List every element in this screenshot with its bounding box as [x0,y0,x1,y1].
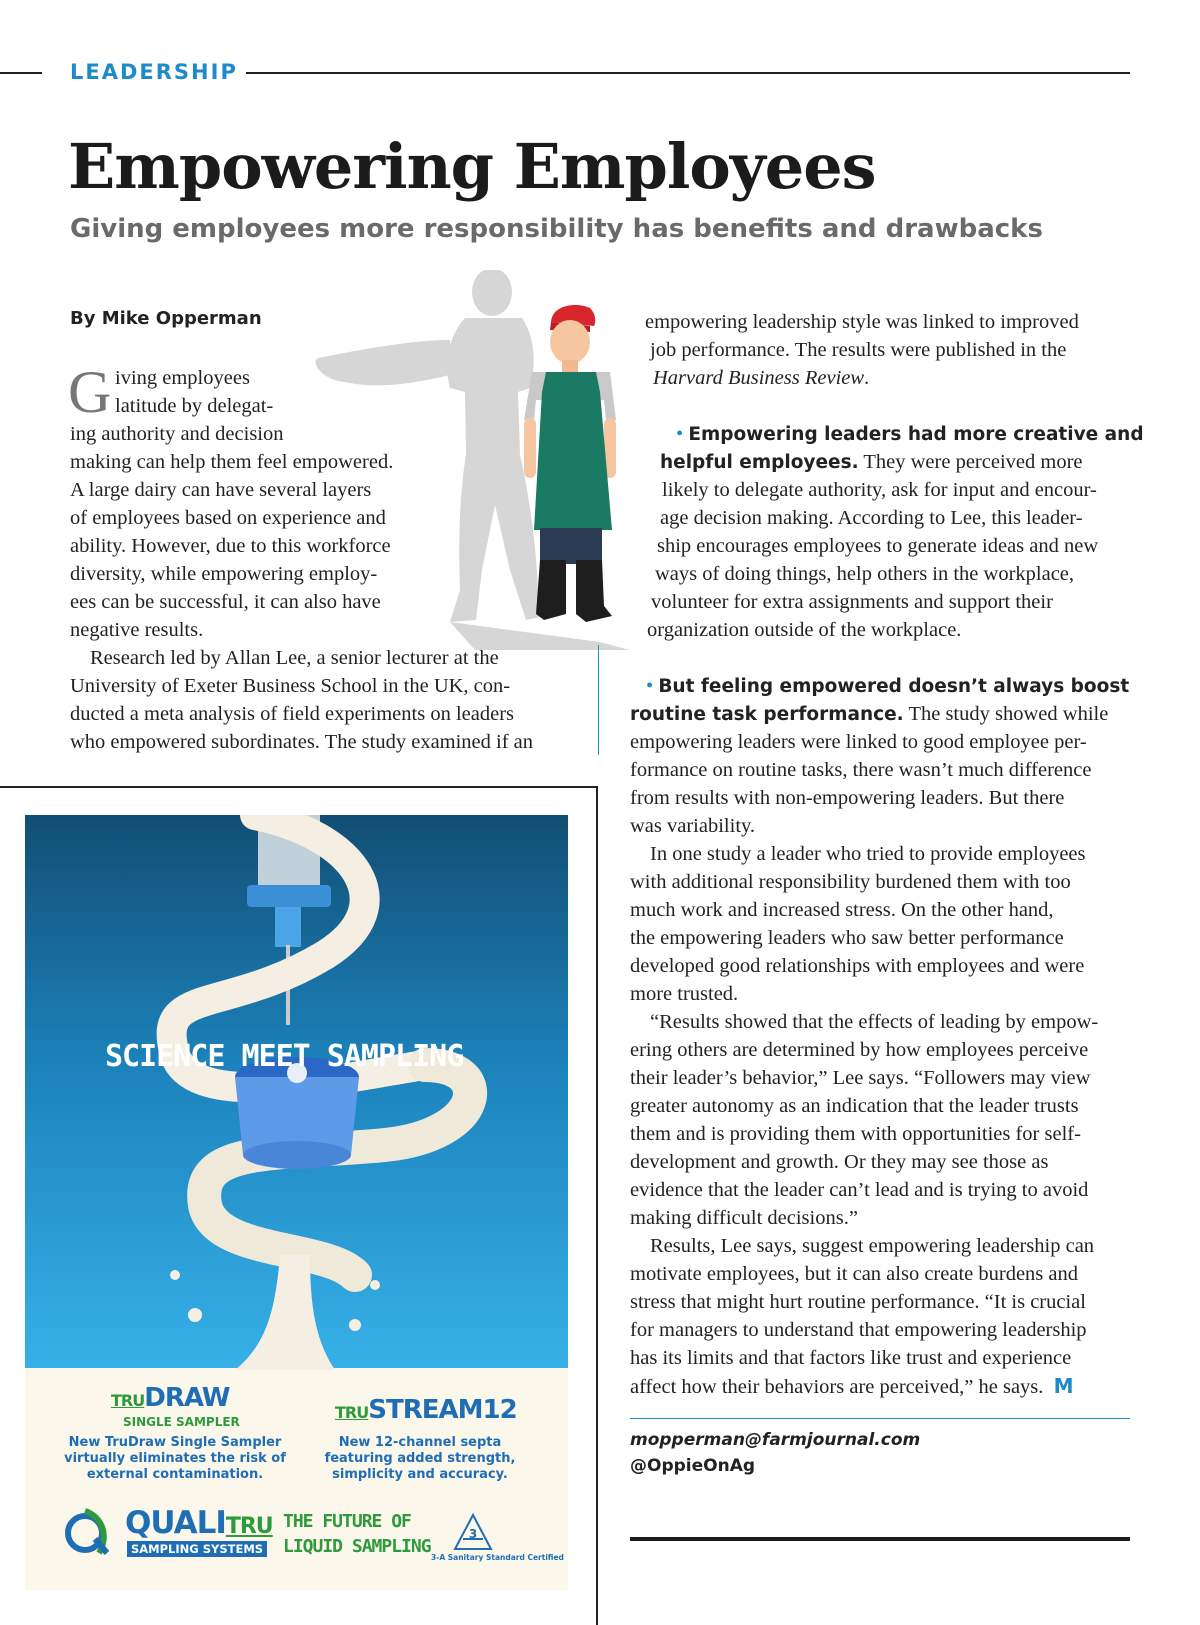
article-title: Empowering Employees [68,130,876,203]
body-line: greater autonomy as an indication that the leader trusts [630,1095,1079,1117]
body-line: ees can be successful, it can also have [70,591,381,613]
tagline-line: LIQUID SAMPLING [283,1536,431,1557]
body-line: their leader’s behavior,” Lee says. “Followers may view [630,1067,1091,1089]
column-divider [598,645,599,755]
body-line: development and growth. Or they may see those as [630,1151,1049,1173]
desc-line: external contamination. [86,1467,264,1482]
body-line: them and is providing them with opportunities for self- [630,1123,1081,1145]
ad-headline: SCIENCE MEET SAMPLING [105,1039,464,1074]
body-line: making difficult decisions.” [630,1207,858,1229]
body-line: job performance. The results were published in the [650,339,1067,361]
cert-mark: 3 [468,1527,478,1541]
body-line: “Results showed that the effects of leading by empow- [650,1011,1099,1033]
shadow-head [472,270,512,316]
body-line: ways of doing things, help others in the workplace, [655,563,1075,585]
body-line: has its limits and that factors like trust and experience [630,1347,1072,1369]
body-line: volunteer for extra assignments and support their [651,591,1053,613]
bullet-2-lead-a: But feeling empowered doesn’t always boost [658,676,1130,697]
product-trustream-name [335,1395,517,1425]
bullet-1-rest: They were perceived more [858,451,1083,473]
body-line: A large dairy can have several layers [70,479,372,501]
bullet-1-lead [676,420,1144,449]
brand-accent: TRU [225,1514,273,1539]
3a-certification-icon [453,1513,493,1551]
body-line: Results, Lee says, suggest empowering leadership can [650,1235,1095,1257]
bullet-1-line [660,448,1083,477]
desc-line: virtually eliminates the risk of [64,1451,286,1466]
milk-drop [349,1319,361,1331]
body-line: making can help them feel empowered. [70,451,394,473]
author-email[interactable]: mopperman@farmjournal.com [630,1430,921,1450]
bullet-dot: • [676,423,684,445]
bullet-1-lead-b: helpful employees. [660,452,859,473]
body-line: formance on routine tasks, there wasn’t much difference [630,759,1092,781]
product-trudraw-prefix: TRU [111,1391,145,1410]
body-line: motivate employees, but it can also create burdens and [630,1263,1078,1285]
tagline-line: THE FUTURE OF [283,1511,411,1532]
body-line: likely to delegate authority, ask for input and encour- [662,479,1097,501]
journal-period: . [864,367,870,389]
desc-line: simplicity and accuracy. [332,1467,508,1482]
section-rule-left [0,72,42,74]
bottom-rule [630,1537,1130,1541]
desc-line: New TruDraw Single Sampler [68,1435,282,1450]
body-line: In one study a leader who tried to provide employees [650,843,1086,865]
body-line: was variability. [630,815,756,837]
cape-shape [316,340,450,385]
end-mark: M [1053,1374,1074,1398]
section-label: LEADERSHIP [70,60,238,84]
author-social-handle[interactable]: @OppieOnAg [630,1456,756,1476]
body-line: Research led by Allan Lee, a senior lecturer at the [90,647,499,669]
body-line: the empowering leaders who saw better performance [630,927,1064,949]
brand-subtitle: SAMPLING SYSTEMS [127,1541,267,1557]
body-line: empowering leaders were linked to good employee per- [630,731,1087,753]
milk-drop [370,1280,380,1290]
journal-line [653,364,869,392]
product-trudraw-subtitle: SINGLE SAMPLER [123,1415,240,1429]
body-line-last [630,1372,1074,1401]
product-trudraw-name [111,1383,229,1413]
body-line: University of Exeter Business School in the UK, con- [70,675,511,697]
body-line-text: affect how their behaviors are perceived,” he says. [630,1376,1044,1398]
worker-pants [540,528,602,564]
body-line: diversity, while empowering employ- [70,563,378,585]
ad-frame-right [596,786,598,1625]
byline: By Mike Opperman [70,308,262,329]
body-line: with additional responsibility burdened them with too [630,871,1071,893]
ad-frame-top [0,786,598,788]
sampler-bottom [243,1141,351,1169]
article-subtitle: Giving employees more responsibility has benefits and drawbacks [70,214,1043,244]
product-trustream-main: STREAM12 [368,1395,517,1425]
contact-rule [630,1418,1130,1419]
milk-drop [170,1270,180,1280]
bullet-2-lead [646,672,1129,701]
brand-main: QUALI [125,1505,226,1541]
worker-arm-left [524,418,536,478]
body-line: empowering leadership style was linked to improved [645,311,1079,333]
product-trustream-prefix: TRU [335,1403,369,1422]
bullet-1-lead-a: Empowering leaders had more creative and [688,424,1144,445]
worker-face [550,320,590,364]
advertisement[interactable] [25,815,568,1590]
body-line: stress that might hurt routine performance. “It is crucial [630,1291,1086,1313]
worker-boot-left [536,560,566,620]
worker-boot-right [576,560,612,622]
qualitru-logo-icon [63,1507,125,1559]
bullet-dot: • [646,675,654,697]
body-line: age decision making. According to Lee, this leader- [660,507,1083,529]
body-line: for managers to understand that empowering leadership [630,1319,1087,1341]
body-line: ducted a meta analysis of field experiments on leaders [70,703,515,725]
body-line: developed good relationships with employees and were [630,955,1085,977]
worker-apron [534,372,612,530]
bullet-2-line [630,700,1108,729]
ad-tagline [283,1509,431,1559]
brand-logo-text [125,1505,273,1541]
bullet-2-rest: The study showed while [903,703,1109,725]
milk-splash-image [25,815,568,1415]
product-trustream-description [310,1435,530,1483]
journal-name: Harvard Business Review [653,367,865,389]
body-line: negative results. [70,619,204,641]
worker [524,305,616,622]
body-line: much work and increased stress. On the other hand, [630,899,1054,921]
drop-cap: G [68,359,112,425]
bullet-2-lead-b: routine task performance. [630,704,904,725]
body-line: ability. However, due to this workforce [70,535,391,557]
product-trudraw-description [55,1435,295,1483]
body-line: latitude by delegat- [115,395,274,417]
body-line: organization outside of the workplace. [647,619,962,641]
section-rule-right [246,72,1130,74]
body-line: ering others are determined by how employees perceive [630,1039,1089,1061]
body-line: ing authority and decision [70,423,284,445]
worker-neck [562,360,578,374]
body-line: evidence that the leader can’t lead and is trying to avoid [630,1179,1089,1201]
body-line: who empowered subordinates. The study examined if an [70,731,534,753]
body-line: from results with non-empowering leaders. But there [630,787,1065,809]
body-line: more trusted. [630,983,739,1005]
desc-line: New 12-channel septa [338,1435,502,1450]
syringe-hub [275,907,301,947]
certification-text: 3-A Sanitary Standard Certified [431,1553,564,1562]
product-trudraw-main: DRAW [144,1383,230,1413]
body-line: iving employees [115,367,250,389]
syringe-collar [247,885,331,907]
body-line: ship encourages employees to generate ideas and new [657,535,1099,557]
body-line: of employees based on experience and [70,507,386,529]
desc-line: featuring added strength, [324,1451,516,1466]
milk-drop [188,1308,202,1322]
